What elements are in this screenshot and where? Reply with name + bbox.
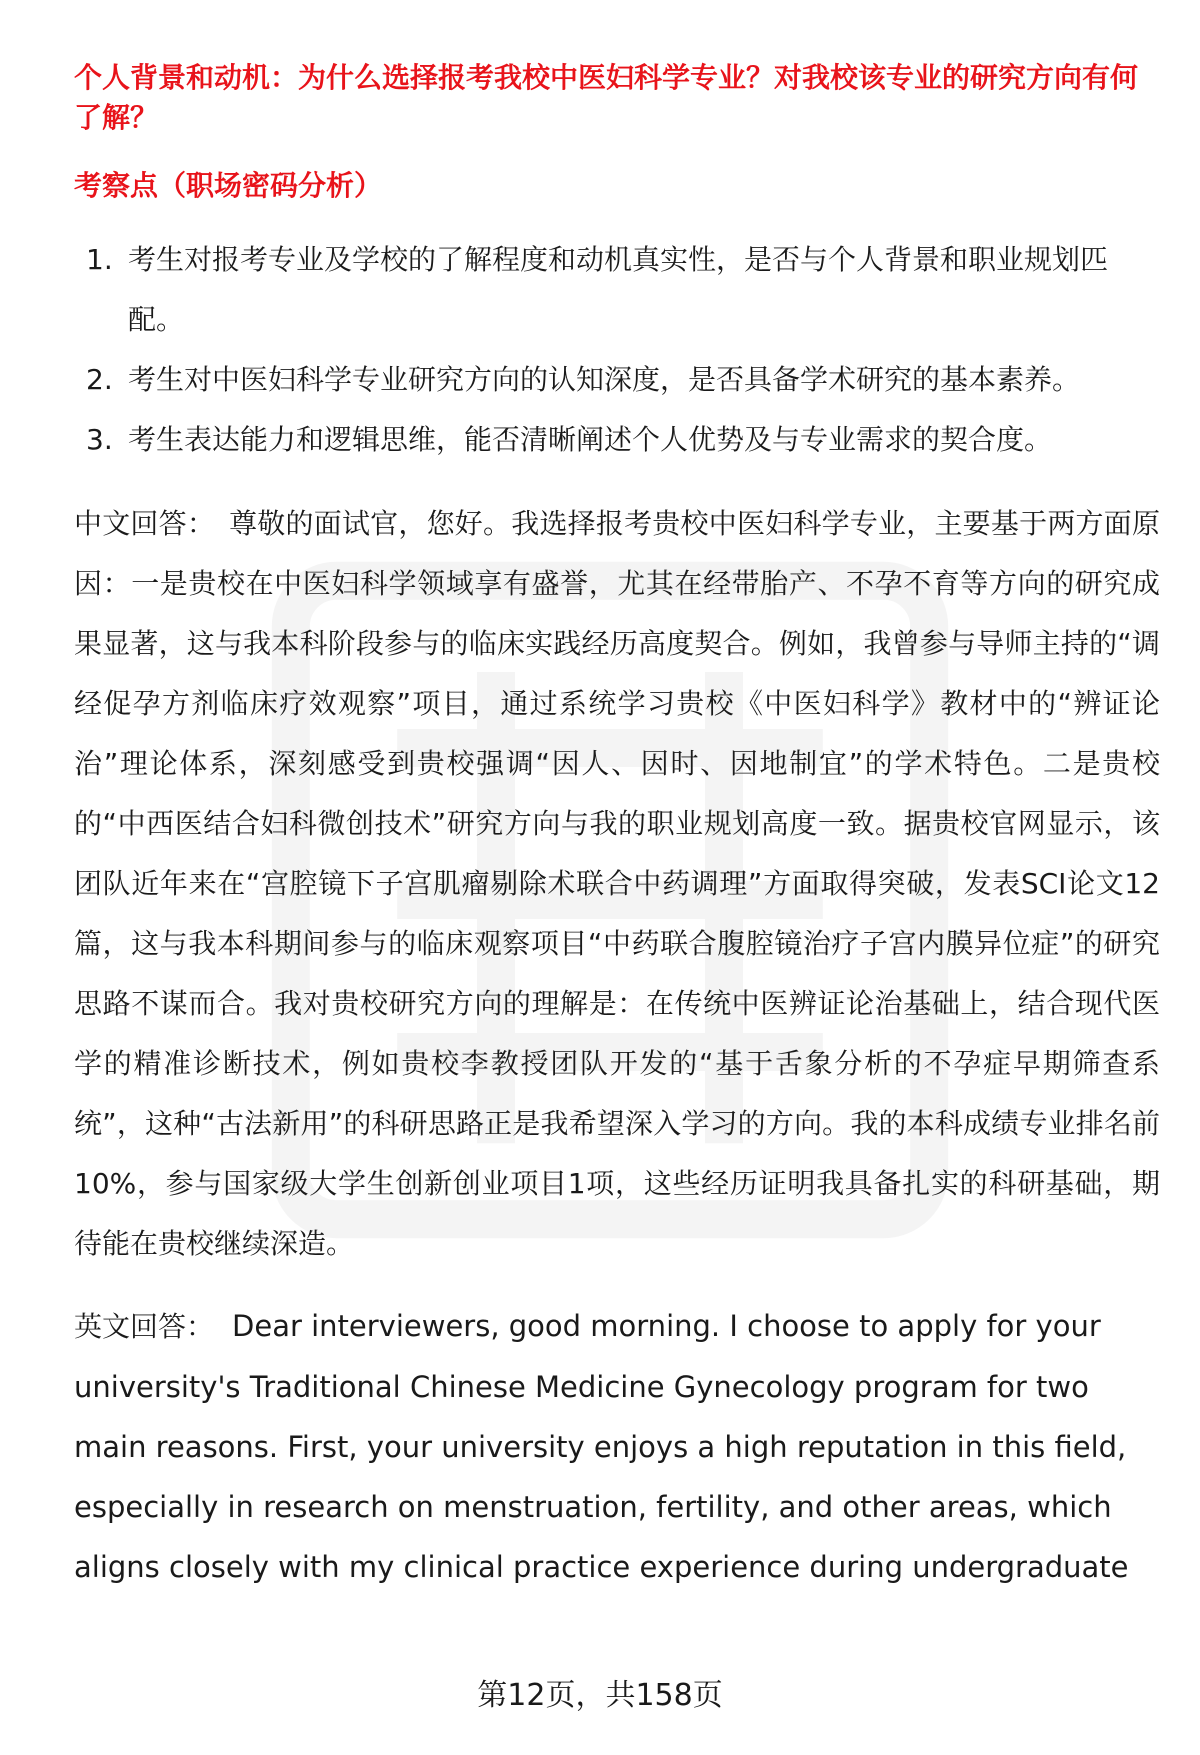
english-answer-text: Dear interviewers, good morning. I choose to apply for your university's Traditional Chinese Medicine Gynecology program for two main reasons. First, your university enjoys a high reputation in this field, especially in research on menstruation, fertility, and other areas, which aligns closely with my clinical practice experience during undergraduate [74, 1309, 1129, 1584]
list-item [74, 410, 1160, 470]
english-answer [74, 1296, 1160, 1597]
page-content [74, 58, 1160, 1597]
list-item-text: 考生对报考专业及学校的了解程度和动机真实性，是否与个人背景和职业规划匹配。 [128, 243, 1109, 336]
list-item-text: 考生表达能力和逻辑思维，能否清晰阐述个人优势及与专业需求的契合度。 [128, 423, 1053, 456]
question-heading: 个人背景和动机：为什么选择报考我校中医妇科学专业？对我校该专业的研究方向有何了解？ [74, 61, 1139, 134]
english-answer-label: 英文回答： [74, 1310, 215, 1343]
chinese-answer-text: 尊敬的面试官，您好。我选择报考贵校中医妇科学专业，主要基于两方面原因：一是贵校在中医妇科学领域享有盛誉，尤其在经带胎产、不孕不育等方向的研究成果显著，这与我本科阶段参与的临床实践经历高度契合。例如，我曾参与导师主持的“调经促孕方剂临床疗效观察”项目，通过系统学习贵校《中医妇科学》教材中的“辨证论治”理论体系，深刻感受到贵校强调“因人、因时、因地制宜”的学术特色。二是贵校的“中西医结合妇科微创技术”研究方向与我的职业规划高度一致。据贵校官网显示，该团队近年来在“宫腔镜下子宫肌瘤剔除术联合中药调理”方面取得突破，发表SCI论文12篇，这与我本科期间参与的临床观察项目“中药联合腹腔镜治疗子宫内膜异位症”的研究思路不谋而合。我对贵校研究方向的理解是：在传统中医辨证论治基础上，结合现代医学的精准诊断技术，例如贵校李教授团队开发的“基于舌象分析的不孕症早期筛查系统”，这种“古法新用”的科研思路正是我希望深入学习的方向。我的本科成绩专业排名前10%，参与国家级大学生创新创业项目1项，这些经历证明我具备扎实的科研基础，期待能在贵校继续深造。 [74, 507, 1160, 1260]
page-number: 第12页，共158页 [477, 1678, 723, 1713]
chinese-answer [74, 494, 1160, 1274]
list-item [74, 230, 1160, 350]
list-item-number: 3. [86, 423, 113, 456]
list-item [74, 350, 1160, 410]
list-item-text: 考生对中医妇科学专业研究方向的认知深度，是否具备学术研究的基本素养。 [128, 363, 1081, 396]
assessment-points-list [74, 230, 1160, 470]
assessment-points-heading: 考察点（职场密码分析） [74, 169, 383, 202]
list-item-number: 1. [86, 243, 113, 276]
list-item-number: 2. [86, 363, 113, 396]
chinese-answer-label: 中文回答： [74, 507, 216, 540]
